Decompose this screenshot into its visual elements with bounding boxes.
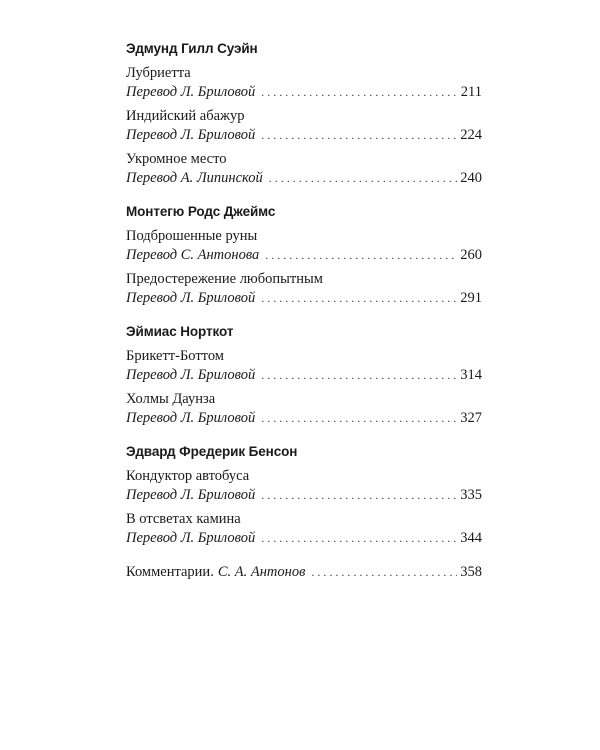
toc-entry	[126, 270, 482, 307]
translator-line	[126, 126, 482, 144]
dot-leader	[261, 486, 457, 504]
author-heading: Монтегю Родс Джеймс	[126, 204, 276, 219]
toc-entry	[126, 390, 482, 427]
toc-entry	[126, 467, 482, 504]
toc-section	[126, 323, 482, 427]
translator-credit: Перевод А. Липинской	[126, 170, 263, 186]
dot-leader	[261, 289, 457, 307]
translator-line	[126, 246, 482, 264]
toc-section	[126, 203, 482, 307]
author-heading: Эймиас Норткот	[126, 324, 234, 339]
toc-entry	[126, 64, 482, 101]
author-heading: Эдмунд Гилл Суэйн	[126, 41, 258, 56]
translator-credit: Перевод С. Антонова	[126, 247, 260, 263]
story-title: Индийский абажур	[126, 108, 245, 124]
comments-label: Комментарии.	[126, 564, 214, 580]
story-title: Подброшенные руны	[126, 228, 258, 244]
translator-credit: Перевод Л. Бриловой	[126, 487, 256, 503]
toc-entry	[126, 150, 482, 187]
story-title: Холмы Даунза	[126, 391, 216, 407]
story-title: Лубриетта	[126, 65, 191, 81]
page-number: 260	[460, 247, 482, 263]
toc-entry	[126, 510, 482, 547]
translator-credit: Перевод Л. Бриловой	[126, 367, 256, 383]
page-number: 335	[460, 487, 482, 503]
translator-line	[126, 83, 482, 101]
toc-entry	[126, 107, 482, 144]
translator-line	[126, 169, 482, 187]
comments-entry	[126, 563, 482, 581]
dot-leader	[265, 246, 457, 264]
dot-leader	[269, 169, 457, 187]
page-number: 211	[460, 84, 482, 100]
page-number: 358	[460, 564, 482, 580]
dot-leader	[311, 563, 457, 581]
story-title: Кондуктор автобуса	[126, 468, 250, 484]
translator-line	[126, 289, 482, 307]
page-number: 314	[460, 367, 482, 383]
page-number: 344	[460, 530, 482, 546]
translator-line	[126, 529, 482, 547]
translator-credit: Перевод Л. Бриловой	[126, 290, 256, 306]
page-number: 224	[460, 127, 482, 143]
dot-leader	[261, 529, 457, 547]
story-title: В отсветах камина	[126, 511, 241, 527]
translator-line	[126, 486, 482, 504]
toc-section	[126, 443, 482, 547]
comments-author: С. А. Антонов	[217, 564, 306, 580]
page-number: 240	[460, 170, 482, 186]
story-title: Укромное место	[126, 151, 227, 167]
translator-line	[126, 409, 482, 427]
page-number: 291	[460, 290, 482, 306]
dot-leader	[261, 126, 457, 144]
story-title: Предостережение любопытным	[126, 271, 323, 287]
dot-leader	[261, 83, 458, 101]
toc-entry	[126, 227, 482, 264]
translator-credit: Перевод Л. Бриловой	[126, 127, 256, 143]
translator-credit: Перевод Л. Бриловой	[126, 84, 256, 100]
translator-credit: Перевод Л. Бриловой	[126, 530, 256, 546]
table-of-contents	[126, 40, 482, 581]
dot-leader	[261, 366, 457, 384]
dot-leader	[261, 409, 457, 427]
translator-line	[126, 366, 482, 384]
page-number: 327	[460, 410, 482, 426]
translator-credit: Перевод Л. Бриловой	[126, 410, 256, 426]
toc-section	[126, 40, 482, 187]
author-heading: Эдвард Фредерик Бенсон	[126, 444, 298, 459]
toc-entry	[126, 347, 482, 384]
story-title: Брикетт-Боттом	[126, 348, 224, 364]
